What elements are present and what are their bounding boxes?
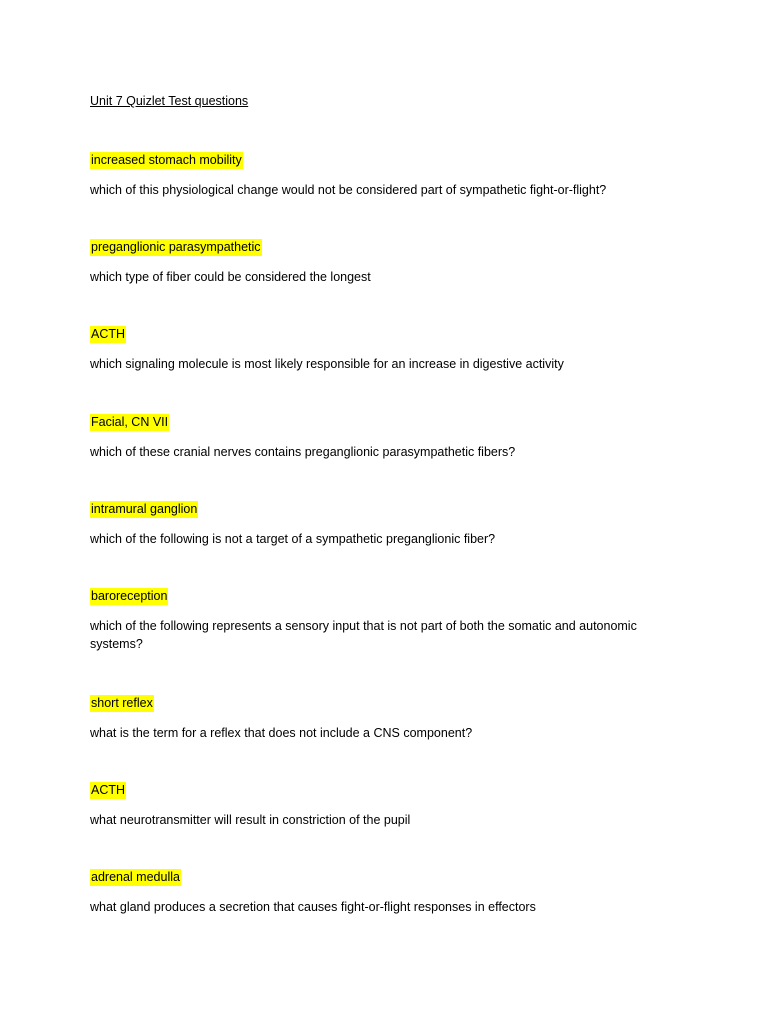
qa-item — [90, 868, 690, 916]
qa-item — [90, 500, 690, 548]
question-text: which of the following represents a sensory input that is not part of both the somatic and autonomic systems? — [90, 619, 637, 651]
question-text: which of this physiological change would not be considered part of sympathetic fight-or-flight? — [90, 183, 607, 197]
highlighted-answer: increased stomach mobility — [91, 153, 242, 167]
highlighted-answer: preganglionic parasympathetic — [91, 240, 261, 254]
question-text: which signaling molecule is most likely responsible for an increase in digestive activity — [90, 357, 564, 371]
highlighted-answer: short reflex — [91, 696, 153, 710]
qa-item — [90, 413, 690, 461]
question-text: what gland produces a secretion that causes fight-or-flight responses in effectors — [90, 900, 536, 914]
qa-item — [90, 694, 690, 742]
highlighted-answer: intramural ganglion — [91, 502, 198, 516]
highlighted-answer: Facial, CN VII — [91, 415, 169, 429]
qa-item — [90, 587, 690, 653]
qa-item — [90, 325, 690, 373]
question-text: which type of fiber could be considered the longest — [90, 270, 371, 284]
question-text: which of the following is not a target of a sympathetic preganglionic fiber? — [90, 532, 496, 546]
highlighted-answer: ACTH — [91, 783, 126, 797]
qa-item — [90, 781, 690, 829]
question-text: what is the term for a reflex that does not include a CNS component? — [90, 726, 473, 740]
document-title: Unit 7 Quizlet Test questions — [90, 94, 249, 108]
highlighted-answer: baroreception — [91, 589, 168, 603]
qa-item — [90, 238, 690, 286]
qa-item — [90, 151, 690, 199]
highlighted-answer: adrenal medulla — [91, 870, 180, 884]
highlighted-answer: ACTH — [91, 327, 126, 341]
question-text: what neurotransmitter will result in constriction of the pupil — [90, 813, 411, 827]
question-text: which of these cranial nerves contains preganglionic parasympathetic fibers? — [90, 445, 516, 459]
